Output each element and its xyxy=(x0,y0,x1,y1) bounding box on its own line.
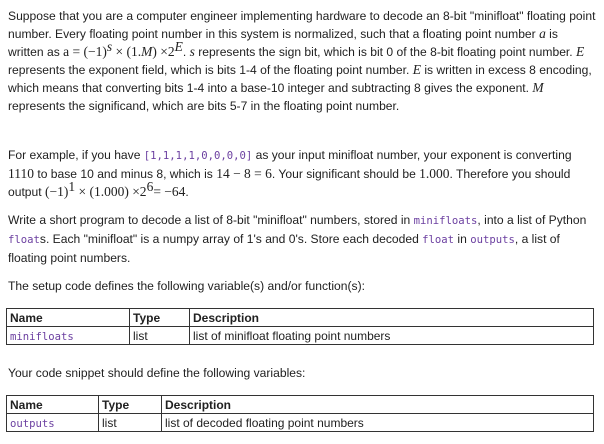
task-text-2: , into a list of Python xyxy=(477,213,587,227)
define-header-type: Type xyxy=(99,396,162,414)
define-var-description: list of decoded floating point numbers xyxy=(162,414,594,432)
intro-text-4: represents the sign bit, which is bit 0 of the 8-bit floating point number. xyxy=(194,45,576,60)
formula-significand: M xyxy=(141,44,153,60)
output-part-2: × (1.000) ×2 xyxy=(75,184,147,200)
formula-start: a = (−1) xyxy=(63,44,107,60)
task-paragraph xyxy=(8,211,596,267)
setup-table-header xyxy=(7,309,594,327)
define-table-row xyxy=(7,414,594,432)
math-m: M xyxy=(532,80,544,96)
example-text-6: . xyxy=(185,185,189,200)
define-header-description: Description xyxy=(162,396,594,414)
output-part-3: = −64 xyxy=(153,184,186,200)
example-significand: 1.000 xyxy=(419,166,450,182)
math-a: a xyxy=(539,26,546,42)
formula-sign-exponent: s xyxy=(106,39,113,55)
example-code: [1,1,1,1,0,0,0,0] xyxy=(143,150,253,162)
formula-exponent: E xyxy=(174,39,183,55)
setup-text: The setup code defines the following variable(s) and/or function(s): xyxy=(8,279,365,293)
task-code-outputs: outputs xyxy=(470,234,515,247)
formula xyxy=(63,39,183,60)
example-output-formula xyxy=(44,179,186,200)
setup-header-type: Type xyxy=(130,309,190,327)
example-text-3: to base 10 and minus 8, which is xyxy=(34,167,217,182)
define-table xyxy=(6,395,594,432)
intro-text-7: represents the significand, which are bits 5-7 in the floating point number. xyxy=(8,99,400,114)
formula-end: ) ×2 xyxy=(152,44,175,60)
setup-var-description: list of minifloat floating point numbers xyxy=(190,327,594,345)
define-var-type: list xyxy=(99,414,162,432)
setup-var-type: list xyxy=(130,327,190,345)
example-text-1: For example, if you have xyxy=(8,148,144,162)
task-code-float-2: float xyxy=(422,234,455,247)
setup-header-name: Name xyxy=(7,309,130,327)
setup-table-row xyxy=(7,327,594,345)
output-exp-2: 6 xyxy=(146,179,154,195)
intro-text-2: is written as xyxy=(8,27,558,60)
task-text-3: s. Each "minifloat" is a numpy array of 1's and 0's. Store each decoded xyxy=(39,232,423,247)
define-var-name: outputs xyxy=(10,417,55,430)
intro-text-3: . xyxy=(182,45,190,60)
intro-text-5: represents the exponent field, which is bits 1-4 of the floating point number. xyxy=(8,63,413,78)
intro-text-6: is written in excess 8 encoding, which means that converting bits 1-4 into a base-10 integer and subtracting 8 gives the exponent. xyxy=(8,63,592,96)
example-paragraph xyxy=(8,146,596,201)
task-text-1: Write a short program to decode a list of 8-bit "minifloat" numbers, stored in xyxy=(8,213,414,227)
setup-header-description: Description xyxy=(190,309,594,327)
define-header-name: Name xyxy=(7,396,99,414)
task-code-minifloats: minifloats xyxy=(413,215,478,227)
example-binary: 1110 xyxy=(8,166,34,182)
example-text-2: as your input minifloat number, your exponent is converting xyxy=(252,148,572,162)
example-text-4: . Your significant should be xyxy=(271,167,420,182)
example-text-5: . Therefore you should output xyxy=(8,167,571,200)
intro-paragraph xyxy=(8,7,596,116)
intro-text-1: Suppose that you are a computer engineer implementing hardware to decode an 8-bit "minifloat" floating point number. Every floating point number in this system is normalized, such that a floating point number xyxy=(8,9,596,42)
formula-mid: × (1. xyxy=(112,44,142,60)
define-table-header xyxy=(7,396,594,414)
example-calc: 14 − 8 = 6 xyxy=(216,166,272,182)
setup-table xyxy=(6,308,594,345)
define-text: Your code snippet should define the following variables: xyxy=(8,366,306,380)
math-s: s xyxy=(189,44,195,60)
output-exp-1: 1 xyxy=(68,179,76,195)
task-text-4: in xyxy=(454,232,471,247)
output-part-1: (−1) xyxy=(44,184,69,200)
task-text-5: , a list of floating point numbers. xyxy=(8,232,560,266)
math-e-1: E xyxy=(576,44,585,60)
setup-var-name: minifloats xyxy=(10,330,74,343)
task-code-float-1: float xyxy=(8,234,40,247)
math-e-2: E xyxy=(412,62,421,78)
